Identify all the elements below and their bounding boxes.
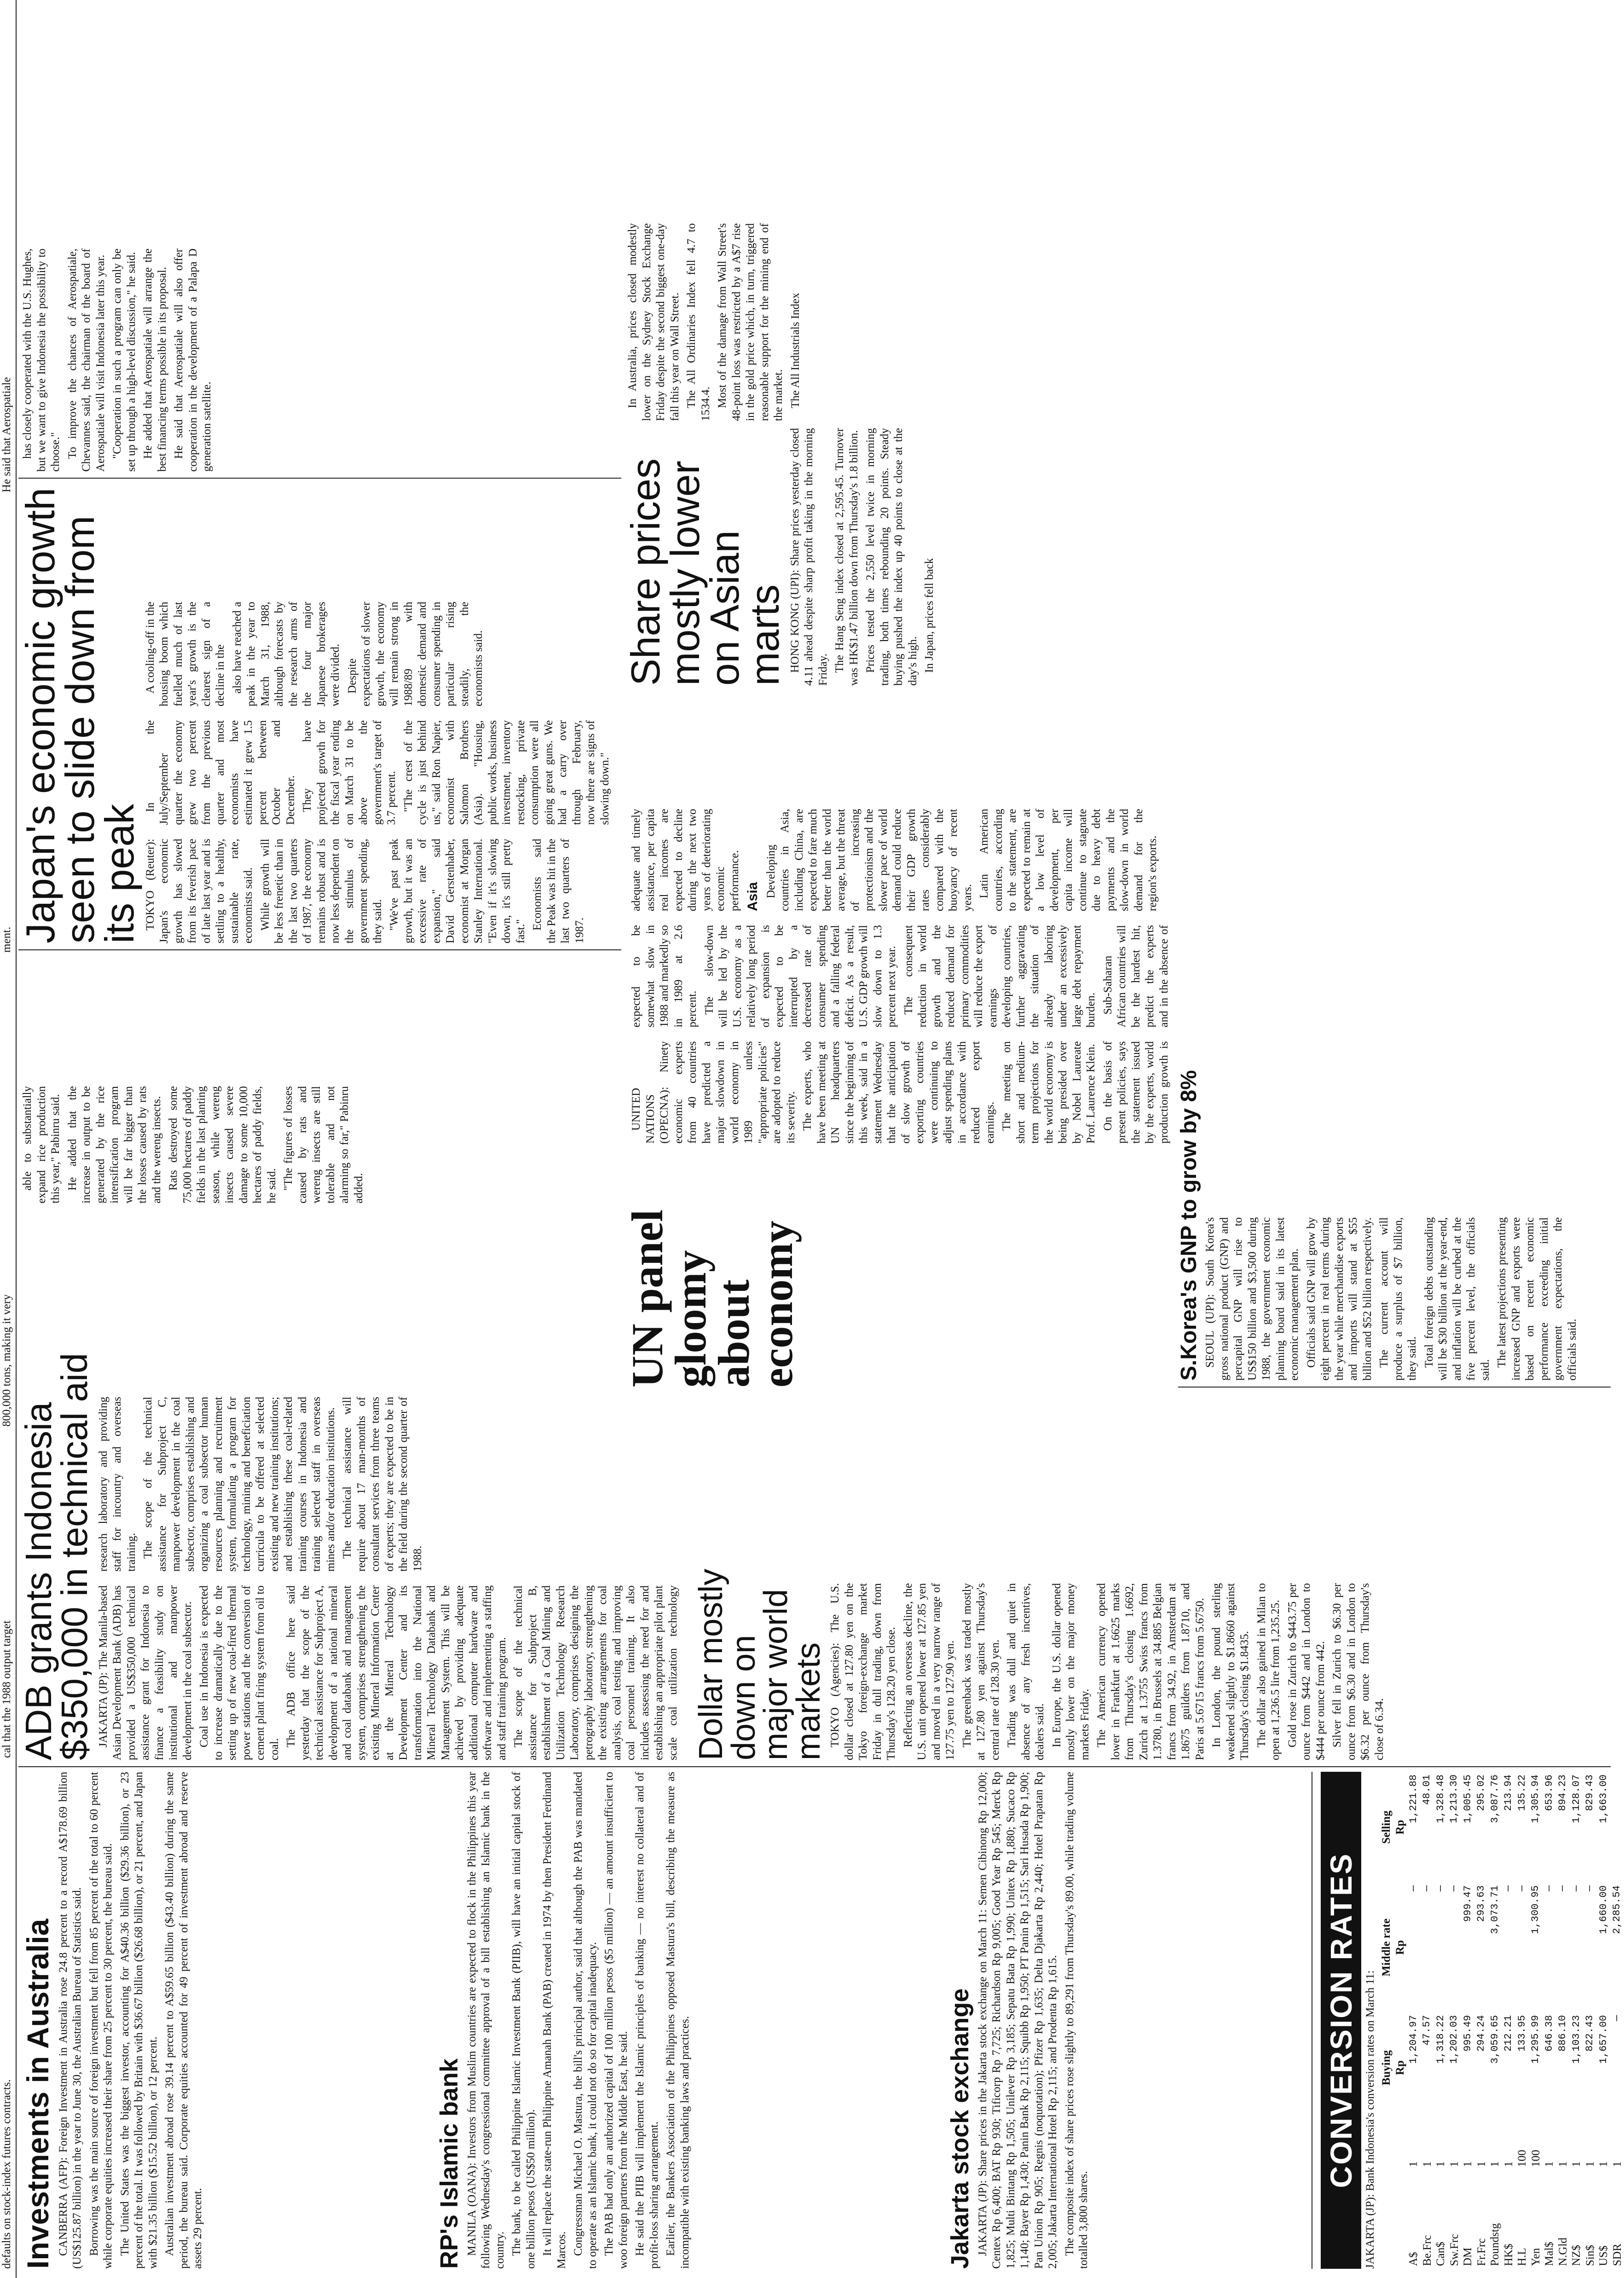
paragraph: The consequent reduction in world growth and the reduced demand for primary commodities will reduce the export earnings of developing countries, further aggravating the situation of already laboring under an excessively large debt repayment burden.	[902, 925, 1097, 1028]
currency-cell: A$	[1407, 2252, 1420, 2266]
article-body	[626, 12, 1086, 421]
article-skorea-gnp	[1178, 1040, 1611, 1381]
currency-cell: N.Gld	[1556, 2238, 1569, 2266]
article-rp-islamic-bank	[437, 1772, 943, 2269]
middle-cell: —	[1570, 1885, 1582, 1892]
headline: Dollar mostly down on major world markets	[693, 1568, 827, 1760]
top-fragment-left: defaults on stock-index futures contracts.	[0, 2079, 13, 2269]
currency-cell: Can$	[1434, 2242, 1447, 2266]
paragraph: The current account will produce a surplus of $7 billion, they said.	[1378, 1217, 1419, 1381]
column-rule	[18, 949, 621, 950]
article-body	[57, 1772, 471, 2269]
buying-cell: 1,318.22	[1434, 2015, 1446, 2064]
paragraph: While growth will be less frenetic than in the last two quarters of 1987, the economy remains robust and is now less dependent on the stimulus of government spending, they said.	[259, 838, 384, 943]
article-dollar-mostly-down	[695, 1392, 1611, 1760]
selling-cell: 135.22	[1516, 1775, 1528, 1811]
rate-row	[1448, 1772, 1462, 2269]
paragraph: The bank, to be called Philippine Islamic Investment Bank (PIIB), will have an initial capital stock of one billion pesos (US$50 million).	[510, 1772, 537, 2269]
unit-cell: 1	[1584, 2161, 1596, 2167]
paragraph: They have projected growth for the fiscal year ending on March 31 to be above the government's target of 3.7 percent.	[301, 720, 398, 825]
rate-row	[1556, 1772, 1570, 2269]
unit-cell: 1	[1448, 2161, 1461, 2167]
table-header-row	[1380, 1772, 1407, 2269]
paragraph: Prices tested the 2,550 level twice in morning trading, both times rebounding 20 points. Steady buying pushed the index up 40 points to close at the day's high.	[864, 428, 919, 686]
paragraph: Australian investment abroad rose 39.14 percent to A$59.65 billion ($43.40 billion) during the same period, the bureau said. Corporate equities accounted for 49 percent of investment abroad and reserve assets 29 percent.	[163, 1772, 204, 2269]
column-rule	[18, 1766, 1611, 1767]
article-japan-growth	[17, 483, 619, 943]
selling-cell: 213.94	[1503, 1775, 1514, 1811]
paragraph: On the basis of present policies, says the statement issued by the experts, world production growth is expected to be somewhat slow in 1988 and markedly so in 1989 at 2.6 percent.	[630, 925, 1170, 1144]
conversion-intro: JAKARTA (JP): Bank Indonesia's conversion rates on March 11:	[1364, 1970, 1376, 2269]
top-rule	[16, 0, 17, 2278]
unit-cell: 1	[1462, 2161, 1474, 2167]
rate-row	[1407, 1772, 1421, 2269]
selling-cell: 1,305.94	[1530, 1775, 1542, 1823]
middle-cell: 999.47	[1462, 1885, 1474, 1922]
paragraph: Latin American countries, according to the statement, are expected to remain at a low level of development, per capita income will continue to stagnate due to heavy debt payments and the slow-down in world demand for the region's exports.	[978, 809, 1159, 911]
selling-cell: 653.96	[1543, 1775, 1555, 1811]
headline-line-2: $350,000 in technical aid	[54, 1353, 95, 1760]
paragraph: Sub-Saharan African countries will be the hardest hit, predict the experts and in the absence of adequate and timely assistance, per capita real incomes are expected to decline during the next two years of deteriorating economic performance.	[630, 809, 1170, 1028]
selling-cell	[1611, 1772, 1624, 1883]
rate-row	[1543, 1772, 1556, 2269]
paragraph: SEOUL (UPI): South Korea's gross national product (GNP) and percapital GNP will rise to US$150 billion and $3,500 during 1988, the government economic planning board said in its latest economic management plan.	[1204, 1217, 1301, 1381]
rate-row	[1529, 1772, 1543, 2269]
currency-cell: Poundstg	[1489, 2223, 1501, 2266]
paragraph: The technical assistance will require about 17 man-months of consultant services from three teams of experts; they are expected to be in the field during the second quarter of 1988.	[341, 1397, 424, 1572]
paragraph: Despite expectations of slower growth, the economy will remain strong in 1988/89 with domestic demand and consumer spending in particular rising steadily, the economists said.	[346, 601, 485, 706]
paragraph: Congressman Michael O. Mastura, the bill's principal author, said that although the PAB was mandated to operate as an Islamic bank, it could not do so for capital inadequacy.	[572, 1772, 599, 2269]
buying-cell: 995.49	[1462, 2015, 1474, 2052]
article-australia-market	[626, 12, 1086, 421]
paragraph: The composite index of share prices rose slightly to 89,291 from Thursday's 89.00, while trading volume totalled 3,800 shares.	[1063, 1772, 1090, 2269]
currency-cell: Sw.Frc	[1448, 2234, 1461, 2266]
selling-cell: 1,328.48	[1434, 1775, 1446, 1823]
buying-cell: 133.95	[1516, 2015, 1528, 2052]
buying-cell: 1,657.00	[1597, 2015, 1609, 2064]
paragraph: In the July/September quarter the economy grew two percent from the previous quarter and most economists have estimated it grew 1.5 percent between October and December.	[144, 720, 297, 825]
buying-cell: 1,103.23	[1570, 2015, 1582, 2064]
buying-cell: 646.38	[1543, 2015, 1555, 2052]
middle-cell: 2,285.54	[1611, 1885, 1623, 1934]
paragraph: "The crest of the cycle is just behind us," said Ron Napier, economist with Salomon Brothers (Asia). "Housing, public works, business investment, inventory restocking, private consumption were all going great guns. We had a carry over through February, now there are signs of slowing down."	[402, 720, 611, 825]
paragraph: "Cooperation in such a program can only be set up through a high-level discussion," he said.	[111, 249, 138, 472]
currency-cell: Be.Frc	[1421, 2235, 1433, 2266]
rate-row	[1421, 1772, 1434, 2269]
selling-cell: 1,213.30	[1448, 1775, 1460, 1823]
paragraph: The United States was the biggest investor, accounting for A$40.36 billion ($29.36 billion), or 23 percent of the total. It was followed by Britain with $36.67 billion ($26.68 billion), or 21 percent, and Japan with $21.35 billion ($15.52 billion), or 12 percent.	[118, 1772, 159, 2269]
column-rule	[1178, 1387, 1611, 1388]
paragraph: Gold rose in Zurich to $443.75 per ounce from $442 and in London to $444 per ounce from 442.	[1286, 1583, 1327, 1760]
paragraph: Coal use in Indonesia is expected to increase dramatically due to the setting up of new coal-fired thermal power stations and the conversion of cement plant firing system from oil to coal.	[198, 1585, 281, 1760]
paragraph: The latest projections presenting increased GNP and exports were based on recent economic performance exceeding initial government expectations, the officials said.	[1496, 1217, 1578, 1381]
rate-row	[1570, 1772, 1584, 2269]
buying-cell: —	[1611, 2015, 1623, 2021]
paragraph: UNITED NATIONS (OPECNA): Ninety economic experts from 40 countries have predicted a major slowdown in world economy in 1989 unless "appropriate policies" are adopted to reduce its severity.	[630, 1041, 797, 1144]
paragraph: has closely cooperated with the U.S. Hughes, but we want to give Indonesia the possibility to choose."	[21, 249, 62, 472]
selling-cell: 829.43	[1584, 1775, 1596, 1811]
conversion-rates-body	[1407, 1772, 1624, 2269]
paragraph: Officials said GNP will grow by eight percent in real terms during the year while merchandise exports and imports will stand at $55 billion and $52 billion respectively.	[1305, 1217, 1374, 1381]
paragraph: HONG KONG (UPI): Share prices yesterday closed 4.11 ahead despite sharp profit taking in the morning Friday.	[788, 428, 829, 686]
currency-cell: Fr.Frc	[1475, 2238, 1488, 2266]
headline: Japan's economic growth seen to slide down from its peak	[17, 487, 143, 943]
paragraph: The Hang Seng index closed at 2,595.45. Turnover was HK$1.47 billion down from Thursday's 1.8 billion.	[833, 428, 860, 686]
buying-cell: 212.21	[1503, 2015, 1514, 2052]
paragraph: "The figures of losses caused by rats and wereng insects are still tolerable and not alarming so far," Pabinru added.	[282, 1086, 365, 1203]
paragraph: He added that the increase in output to be generated by the rice intensification program will be far bigger than the losses caused by rats and the wereng insects.	[66, 1086, 163, 1203]
paragraph: The PAB had only an authorized capital of 100 million pesos ($5 million) — an amount insufficient to woo foreign partners from the Middle East, he said.	[603, 1772, 630, 2269]
paragraph: He said the PIIB will implement the Islamic principles of banking — no interest no collateral and of profit-loss sharing arrangement.	[634, 1772, 660, 2269]
unit-cell: 1	[1475, 2161, 1488, 2167]
paragraph: The experts, who have been meeting at UN headquarters since the beginning of this week, said in a statement Wednesday that the anticipation of slow growth of exporting countries were continuing to adjust spending plans in accordance with reduced export earnings.	[801, 1041, 996, 1144]
headline: UN panel gloomy about economy	[623, 1209, 802, 1388]
paragraph: He added that Aerospatiale will arrange the best financing terms possible in its proposal.	[142, 249, 168, 472]
currency-cell: NZ$	[1570, 2245, 1583, 2266]
currency-cell: H.L	[1516, 2248, 1528, 2266]
paragraph: Silver fell in Zurich to $6.30 per ounce from $6.30 and in London to $6.32 per ounce from Thursday's close of 6.34.	[1331, 1583, 1386, 1760]
selling-cell: 1,128.07	[1570, 1775, 1582, 1823]
selling-cell: 3,087.76	[1489, 1775, 1501, 1823]
col-selling: Selling Rp	[1380, 1810, 1406, 1844]
paragraph: The greenback was traded mostly at 127.80 yen against Thursday's central rate of 128.30 yen.	[960, 1583, 1001, 1760]
rate-row	[1515, 1772, 1529, 2269]
middle-cell: 293.63	[1475, 1885, 1487, 1922]
paragraph: Most of the damage from Wall Street's 48-point loss was restricted by a A$7 rise in the gold price which, in turn, triggered reasonable support for the mining end of the market.	[716, 223, 785, 421]
unit-cell: 1	[1434, 2161, 1447, 2167]
selling-cell: 894.23	[1557, 1775, 1569, 1811]
currency-cell: Mal$	[1543, 2242, 1555, 2266]
rate-row	[1461, 1772, 1475, 2269]
middle-cell: 3,073.71	[1489, 1885, 1501, 1934]
paragraph: MANILA (OANA): Investors from Muslim countries are expected to flock in the Philippines this year following Wednesday's congressional committee approval of a bill establishing an Islamic bank in the country.	[465, 1772, 506, 2269]
selling-cell: 1,005.45	[1462, 1775, 1474, 1823]
paragraph: The meeting on short and medium-term projections for the world economy is being presided over by Nobel Laureate Prof. Laurence Klein.	[1000, 1041, 1097, 1144]
paragraph: Total foreign debts outstanding will be $30 billion at the year-end, and inflation will be curbed at the five percent level, the officials said.	[1422, 1217, 1491, 1381]
middle-cell: 1,300.95	[1530, 1885, 1542, 1934]
top-fragment-adb: cal that the 1988 output target	[0, 1620, 13, 1758]
article-investments-australia	[23, 1772, 437, 2269]
paragraph: "We've past peak growth, but it was an excessive rate of expansion," said David Gerstenhaber, economist at Morgan Stanley International. "Even if it's slowing down, it's still pretty fast."	[388, 838, 527, 943]
article-body	[144, 483, 613, 943]
paragraph: In Japan, prices fell back	[923, 558, 936, 673]
unit-cell: 1	[1597, 2161, 1610, 2167]
rate-row	[1434, 1772, 1448, 2269]
paragraph: JAKARTA (JP): Share prices in the Jakarta stock exchange on March 11: Semen Cibinong Rp 12,000; Centex Rp 6,400; BAT Rp 930; Tificorp Rp 7,725; Richardson Rp 9,005; Good Year Rp 545; Merck Rp 1,825; Multi Bintang Rp 1,505; Unilever Rp 3,185; Sepatu Bata Rp 1,990; Unitex Rp 1,880; Sucaco Rp 1,140; Bayer Rp 1,430; Panin Bank Rp 2,115; Squibb Rp 1,950; PT Panin Rp 1,515; Sari Husada Rp 1,900; Pan Union Rp 905; Regnis (noquotation); Pfizer Rp 1,635; Delta Djakarta Rp 2,440; Hotel Prapatan Rp 2,005; Jakarta International Hotel Rp 2,115; and Prodenta Rp 1,615.	[976, 1772, 1059, 2269]
article-body	[21, 12, 619, 472]
article-body	[97, 1208, 686, 1760]
middle-cell: —	[1557, 1885, 1569, 1892]
selling-cell: 295.02	[1475, 1775, 1487, 1811]
headline: S.Korea's GNP to grow by 8%	[1177, 1070, 1201, 1381]
paragraph: able to substantially expand rice production this year," Pabinru said.	[21, 1086, 62, 1203]
paragraph: The American currency opened lower in Frankfurt at 1.6625 marks from Thursday's closing 1.6692, Zurich at 1.3755 Swiss francs from 1.3780, in Brussels at 34.885 Belgian francs from 34.92, in Amsterdam at 1.8675 guilders from 1.8710, and Paris at 5.6715 francs from 5.6750.	[1095, 1583, 1206, 1760]
article-body	[630, 693, 1173, 1144]
unit-cell: 1	[1407, 2161, 1420, 2167]
paragraph: To improve the chances of Aerospatiale, Chevannes said, the chairman of the board of Aerospatiale will visit Indonesia later this year.	[66, 249, 107, 472]
unit-cell: 1	[1543, 2161, 1555, 2167]
paragraph: The All Ordinaries Index fell 4.7 to 1534.4.	[685, 223, 712, 421]
buying-cell: 1,295.99	[1530, 2015, 1542, 2064]
paragraph: He said that Aerospatiale will also offer cooperation in the development of a Palapa D generation satellite.	[173, 249, 213, 472]
paragraph: Borrowing was the main source of foreign investment but fell from 85 percent of the total to 60 percent while corporate equities increased their share from 25 percent to 30 percent, the bureau said.	[87, 1772, 115, 2269]
paragraph: Rats destroyed some 75,000 hectares of paddy fields in the last planting season, while wereng insects caused severe damage to some 10,000 hectares of paddy fields, he said.	[167, 1086, 278, 1203]
currency-cell: US$	[1597, 2245, 1610, 2266]
currency-cell: SDR	[1611, 2243, 1624, 2266]
rate-row	[1488, 1772, 1502, 2269]
conversion-rates-table	[1380, 1772, 1624, 2269]
article-aerospatiale	[21, 12, 619, 472]
unit-cell: 1	[1421, 2161, 1433, 2167]
article-body	[1203, 1040, 1599, 1381]
unit-cell: 1	[1489, 2161, 1501, 2167]
unit-cell: 1	[1556, 2161, 1569, 2167]
selling-cell: 1,663.00	[1597, 1775, 1609, 1823]
paragraph: JAKARTA (JP): The Manila-based Asian Development Bank (ADB) has provided a US$350,000 technical assistance grant for Indonesia to finance a feasibility study on institutional and manpower development in the coal subsector.	[97, 1585, 194, 1760]
buying-cell: 886.10	[1557, 2015, 1569, 2052]
paragraph: The scope of the technical assistance for Subproject B, establishment of a Coal Mining and Utilization Technology Research Laboratory, comprises designing the petrography laboratory, strengthening the existing arrangements for coal analysis, coal testing and improving coal personnel training. It also includes assessing the need for and establishing an appropriate pilot plant scale coal utilization technology research laboratory and providing staff for incountry and overseas training.	[97, 1397, 679, 1760]
paragraph: In Europe, the U.S. dollar opened mostly lower on the major money markets Friday.	[1050, 1583, 1091, 1760]
unit-cell: 1	[1570, 2161, 1583, 2167]
headline-line-1: ADB grants Indonesia	[18, 1402, 59, 1760]
selling-cell: 1,221.88	[1407, 1775, 1419, 1823]
conversion-rates-box	[1321, 1772, 1624, 2269]
unit-cell: 100	[1516, 2150, 1528, 2167]
selling-cell: 48.01	[1421, 1775, 1433, 1805]
paragraph: Trading was dull and quiet in absence of any fresh incentives, dealers said.	[1006, 1583, 1046, 1760]
paragraph: The All Industrials Index	[789, 293, 802, 408]
paragraph: Developing countries in Asia, including China, are expected to fare much better than the world average, but the threat of increasing protectionism and the slower pace of world demand could reduce their GDP growth rates considerably compared with the buoyancy of recent years.	[764, 809, 974, 911]
rate-row	[1475, 1772, 1489, 2269]
middle-cell: —	[1516, 1885, 1528, 1892]
currency-cell: Sin$	[1584, 2245, 1596, 2266]
paragraph: TOKYO (Reuter): Japan's economic growth has slowed from its feverish pace of late last year and is settling to a healthy, sustainable rate, economists said.	[144, 838, 255, 943]
article-adb-grants	[18, 1208, 693, 1760]
col-middle: Middle rate Rp	[1380, 1918, 1406, 1977]
buying-cell: 1,204.97	[1407, 2015, 1419, 2064]
middle-cell: —	[1503, 1885, 1514, 1892]
middle-cell: —	[1543, 1885, 1555, 1892]
top-fragment-japan: ment.	[0, 926, 13, 953]
middle-cell: —	[1407, 1885, 1419, 1892]
paragraph: It will replace the state-run Philippine Amanah Bank (PAB) created in 1974 by then President Ferdinand Marcos.	[541, 1772, 568, 2269]
article-body	[788, 428, 1479, 686]
article-body	[976, 1772, 1335, 2269]
buying-cell: 47.57	[1421, 2015, 1433, 2046]
paragraph: The ADB office here said yesterday that the scope of the technical assistance for Subproject A, development of a national mineral and coal databank and management system, comprises strengthening the existing Mineral Information Center at the Mineral Technology Development Center and its transformation into the National Mineral Technology Databank and Management System. This will be achieved by providing adequate additional computer hardware and software and implementing a staffing and staff training program.	[285, 1585, 508, 1760]
currency-cell: Yen	[1529, 2248, 1542, 2266]
rate-row	[1611, 1772, 1624, 2269]
article-un-panel	[623, 693, 1173, 1388]
subhead-asia: Asia	[745, 882, 760, 911]
buying-cell: 822.43	[1584, 2015, 1596, 2052]
paragraph: Earlier, the Bankers Association of the Philippines opposed Mastura's bill, describing the measure as incompatible with existing banking laws and practices.	[665, 1772, 691, 2269]
paragraph: Economists said the Peak was hit in the last two quarters of 1987.	[531, 838, 586, 943]
rate-row	[1597, 1772, 1611, 2269]
paragraph: The dollar also gained in Milan to open at 1,236.5 lire from 1,235.25.	[1255, 1583, 1282, 1760]
article-jakarta-stock-exchange	[948, 1772, 1307, 2269]
middle-cell: 1,660.00	[1597, 1885, 1609, 1934]
paragraph: A cooling-off in the housing boom which fuelled much of last year's growth is the clearest sign of a decline in the	[144, 601, 227, 706]
article-body	[465, 1772, 974, 2269]
paragraph: CANBERRA (AFP): Foreign Investment in Australia rose 24.8 percent to a record A$178.69 billion (US$125.87 billion) in the year to June 30, the Australian Bureau of Statistics said.	[57, 1772, 84, 2269]
headline: Share prices mostly lower on Asian marts	[623, 458, 787, 686]
buying-cell: 1,202.03	[1448, 2015, 1460, 2064]
column-rule	[18, 478, 621, 479]
headline	[18, 1208, 95, 1760]
conversion-rates-banner: CONVERSION RATES	[1321, 1772, 1361, 2269]
middle-cell: —	[1421, 1885, 1433, 1892]
article-share-prices	[623, 428, 1611, 686]
headline: Jakarta stock exchange	[946, 1988, 974, 2269]
rate-row	[1502, 1772, 1516, 2269]
paragraph: The slow-down will be led by the U.S. economy as a relatively long period of expansion is expected to be interrupted by a decreased rate of consumer spending and a falling federal deficit. As a result, U.S. GDP growth will slow down to 1.3 percent next year.	[703, 925, 898, 1028]
unit-cell: 1	[1611, 2161, 1624, 2167]
article-body	[828, 1392, 1611, 1760]
top-fragment-adb-right: 800,000 tons, making it very	[0, 1294, 13, 1427]
middle-cell: —	[1434, 1885, 1446, 1892]
paragraph: TOKYO (Agencies): The U.S. dollar closed at 127.80 yen on the Tokyo foreign-exchange market Friday in dull trading, down from Thursday's 128.20 yen close.	[829, 1583, 898, 1760]
paragraph: The scope of the technical assistance for Subproject C, manpower development in the coal subsector, comprises establishing and organizing a coal subsector human resources planning and recruitment system, formulating a program for technology, mining and beneficiation curricula to be offered at selected existing and new training institutions; and establishing these coal-related training courses in Indonesia and training selected staff in overseas mines and/or education institutions.	[142, 1397, 337, 1572]
paragraph: In Australia, prices closed modestly lower on the Sydney Stock Exchange Friday despite the second biggest one-day fall this year on Wall Street.	[626, 223, 681, 421]
article-rice-continuation	[21, 955, 619, 1203]
unit-cell: 1	[1502, 2161, 1515, 2167]
headline: RP's Islamic bank	[435, 2058, 463, 2269]
middle-cell: —	[1584, 1885, 1596, 1892]
buying-cell: 294.24	[1475, 2015, 1487, 2052]
currency-cell: HK$	[1502, 2243, 1515, 2266]
article-body	[21, 955, 619, 1203]
buying-cell: 3,059.65	[1489, 2015, 1501, 2064]
paragraph: also have reached a peak in the year to March 31, 1988, although forecasts by the research arms of the four major Japanese brokerages were divided.	[231, 601, 342, 706]
rate-row	[1584, 1772, 1597, 2269]
col-buying: Buying Rp	[1380, 2050, 1406, 2086]
paragraph: In London, the pound sterling weakened slightly to $1.8660 against Thursday's closing $1.8435.	[1210, 1583, 1251, 1760]
headline: Investments in Australia	[21, 1919, 55, 2269]
middle-cell: —	[1448, 1885, 1460, 1892]
unit-cell: 100	[1529, 2150, 1542, 2167]
currency-cell: DM	[1462, 2247, 1474, 2266]
top-fragment-aerospatiale: He said that Aerospatiale	[0, 377, 13, 492]
paragraph: Reflecting an overseas decline, the U.S. unit opened lower at 127.85 yen and moved in a very narrow range of 127.75 yen to 127.90 yen.	[902, 1583, 957, 1760]
